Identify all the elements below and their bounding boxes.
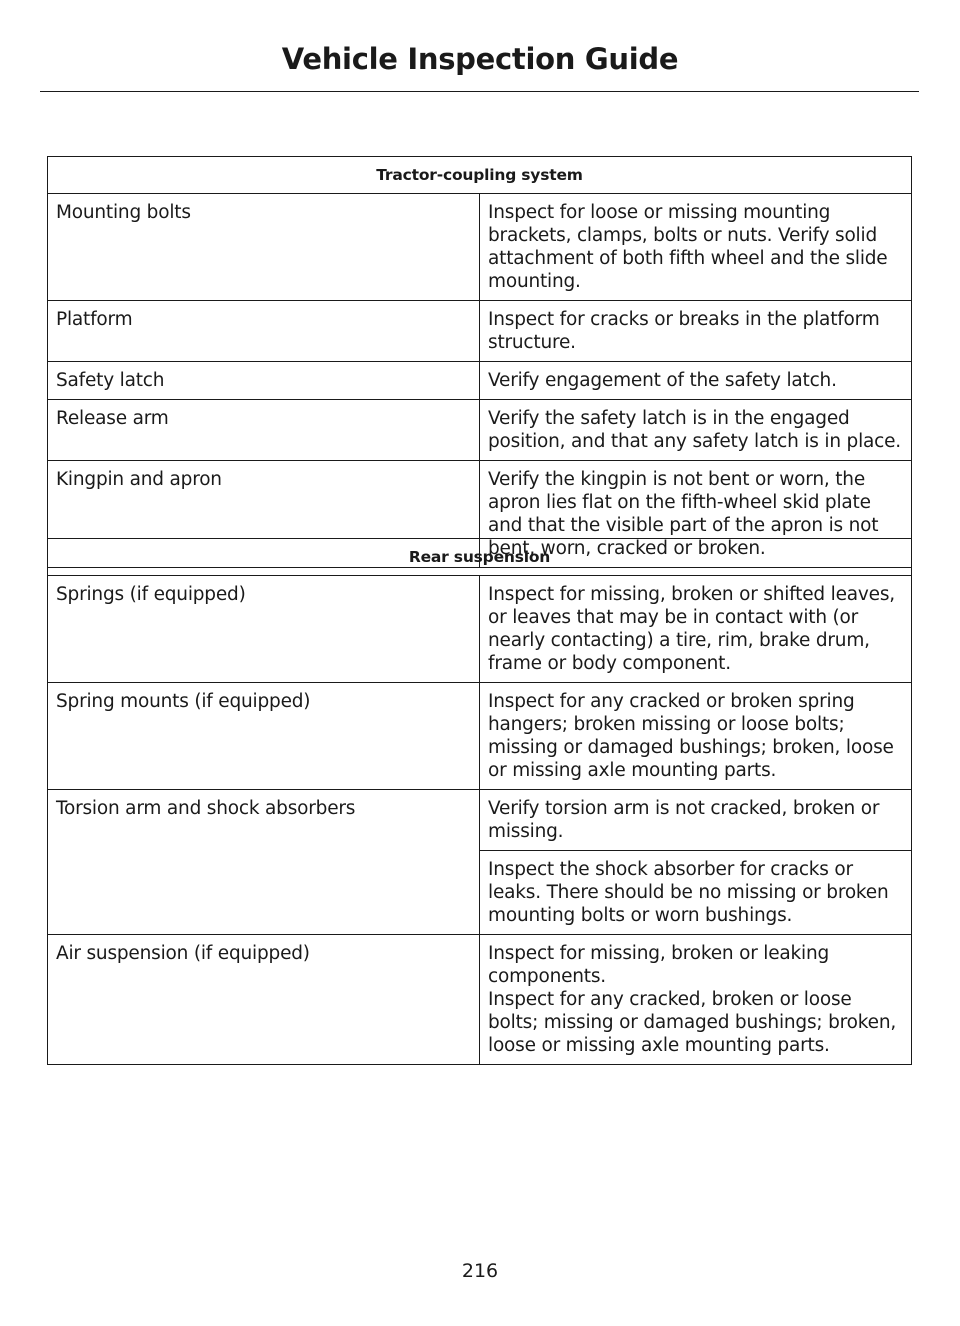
- check-cell: Verify torsion arm is not cracked, broken or missing.: [480, 790, 912, 851]
- table-row: [48, 194, 912, 301]
- item-cell: Safety latch: [48, 362, 480, 400]
- check-cell: Inspect for loose or missing mounting brackets, clamps, bolts or nuts. Verify solid attachment of both fifth wheel and the slide mounting.: [480, 194, 912, 301]
- table-row: [48, 301, 912, 362]
- check-cell: Verify the kingpin is not bent or worn, the apron lies flat on the fifth-wheel skid plate and that the visible part of the apron is not bent, worn, cracked or broken.: [480, 461, 912, 568]
- check-cell: Verify engagement of the safety latch.: [480, 362, 912, 400]
- check-cell: Inspect for missing, broken or shifted leaves, or leaves that may be in contact with (or nearly contacting) a tire, rim, brake drum, frame or body component.: [480, 576, 912, 683]
- table-row: [48, 362, 912, 400]
- item-cell: Air suspension (if equipped): [48, 935, 480, 1065]
- item-cell: Release arm: [48, 400, 480, 461]
- item-cell: Springs (if equipped): [48, 576, 480, 683]
- table-row: [48, 400, 912, 461]
- item-cell: Platform: [48, 301, 480, 362]
- check-cell: Inspect for any cracked or broken spring hangers; broken missing or loose bolts; missing or damaged bushings; broken, loose or missing axle mounting parts.: [480, 683, 912, 790]
- table-row: [48, 683, 912, 790]
- table-row: [48, 790, 912, 851]
- rear-suspension-table: [47, 538, 912, 1065]
- table-row: [48, 576, 912, 683]
- title-divider: [40, 91, 919, 92]
- page-title: Vehicle Inspection Guide: [281, 42, 679, 76]
- check-cell: Inspect the shock absorber for cracks or leaks. There should be no missing or broken mounting bolts or worn bushings.: [480, 851, 912, 935]
- check-cell: Verify the safety latch is in the engaged position, and that any safety latch is in place.: [480, 400, 912, 461]
- item-cell: Kingpin and apron: [48, 461, 480, 568]
- item-cell: Mounting bolts: [48, 194, 480, 301]
- table-heading: Tractor-coupling system: [48, 157, 912, 194]
- page-number: 216: [461, 1260, 499, 1282]
- table-heading: Rear suspension: [48, 539, 912, 576]
- check-cell: Inspect for missing, broken or leaking components. Inspect for any cracked, broken or loose bolts; missing or damaged bushings; broken, loose or missing axle mounting parts.: [480, 935, 912, 1065]
- tractor-coupling-table: [47, 156, 912, 568]
- table-row: [48, 935, 912, 1065]
- check-cell: Inspect for cracks or breaks in the platform structure.: [480, 301, 912, 362]
- item-cell: Spring mounts (if equipped): [48, 683, 480, 790]
- item-cell: Torsion arm and shock absorbers: [48, 790, 480, 935]
